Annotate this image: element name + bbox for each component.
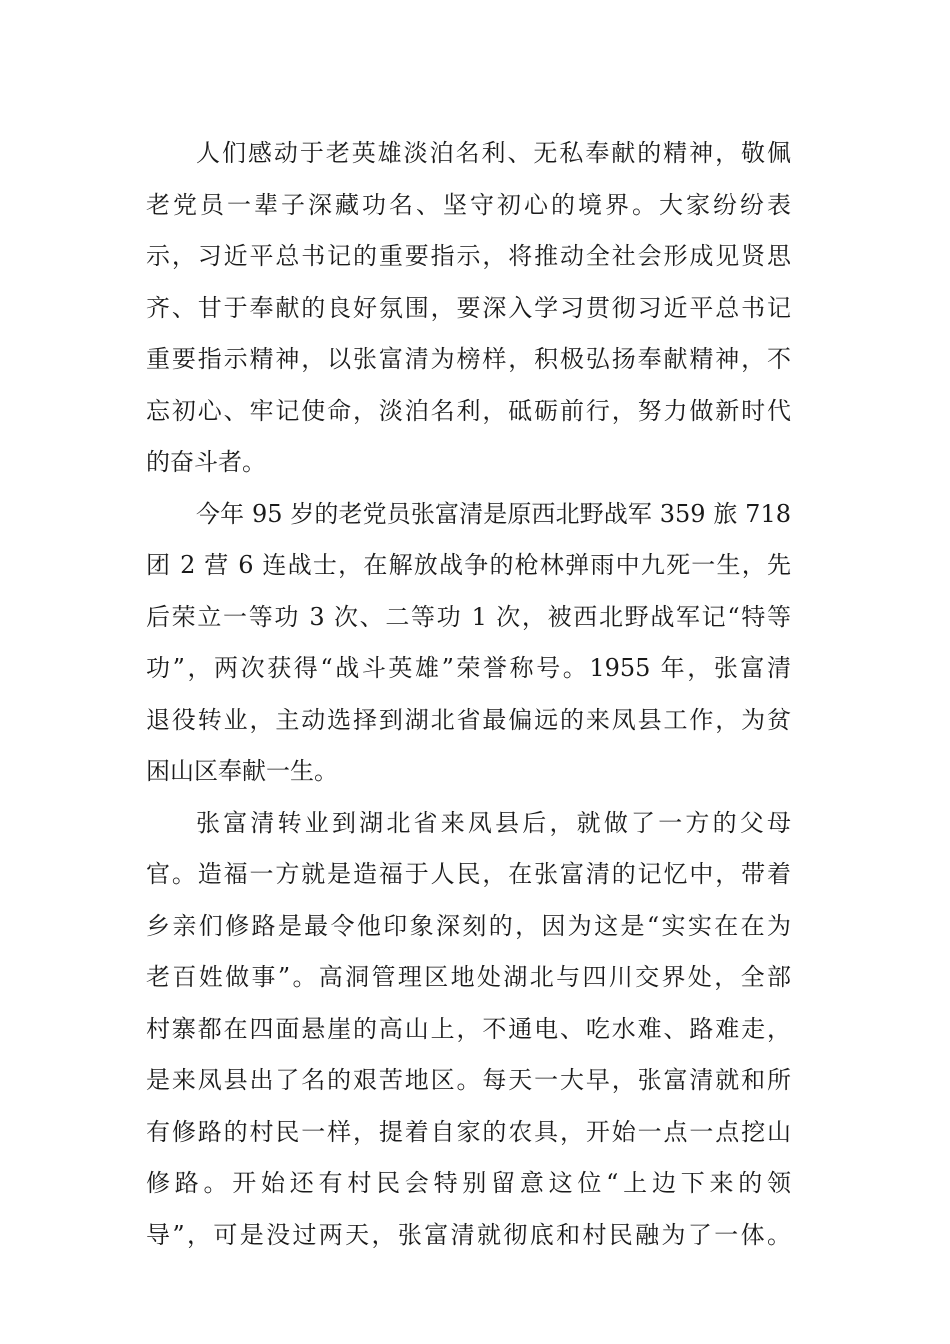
text-line: 人们感动于老英雄淡泊名利、无私奉献的精神，敬佩	[196, 139, 791, 167]
text-line: 今年 95 岁的老党员张富清是原西北野战军 359 旅 718	[196, 499, 791, 528]
text-line: 村寨都在四面悬崖的高山上，不通电、吃水难、路难走，	[146, 1014, 791, 1043]
text-line: 团 2 营 6 连战士，在解放战争的枪林弹雨中九死一生，先	[146, 551, 791, 579]
text-line: 张富清转业到湖北省来凤县后，就做了一方的父母	[196, 808, 791, 837]
text-line: 齐、甘于奉献的良好氛围，要深入学习贯彻习近平总书记	[146, 293, 791, 322]
text-line: 示，习近平总书记的重要指示，将推动全社会形成见贤思	[146, 242, 791, 270]
text-line: 有修路的村民一样，提着自家的农具，开始一点一点挖山	[146, 1117, 791, 1146]
text-line: 功”，两次获得“战斗英雄”荣誉称号。1955 年，张富清	[146, 654, 791, 682]
text-line: 退役转业，主动选择到湖北省最偏远的来凤县工作，为贫	[146, 705, 791, 734]
text-line: 官。造福一方就是造福于人民，在张富清的记忆中，带着	[146, 860, 791, 888]
text-line: 忘初心、牢记使命，淡泊名利，砥砺前行，努力做新时代	[146, 396, 791, 425]
text-line: 困山区奉献一生。	[146, 757, 338, 785]
text-line: 的奋斗者。	[146, 448, 266, 476]
text-line: 乡亲们修路是最令他印象深刻的，因为这是“实实在在为	[146, 911, 791, 940]
paragraph-2	[146, 489, 791, 798]
text-line: 后荣立一等功 3 次、二等功 1 次，被西北野战军记“特等	[146, 602, 791, 631]
body-text	[146, 128, 791, 1261]
paragraph-3	[146, 798, 791, 1262]
text-line: 修路。开始还有村民会特别留意这位“上边下来的领	[146, 1169, 791, 1197]
paragraph-1	[146, 128, 791, 489]
text-line: 老党员一辈子深藏功名、坚守初心的境界。大家纷纷表	[146, 190, 791, 219]
text-line: 重要指示精神，以张富清为榜样，积极弘扬奉献精神，不	[146, 345, 791, 373]
text-line: 老百姓做事”。高洞管理区地处湖北与四川交界处，全部	[146, 963, 791, 991]
text-line: 导”，可是没过两天，张富清就彻底和村民融为了一体。	[146, 1220, 791, 1249]
text-line: 是来凤县出了名的艰苦地区。每天一大早，张富清就和所	[146, 1066, 791, 1094]
